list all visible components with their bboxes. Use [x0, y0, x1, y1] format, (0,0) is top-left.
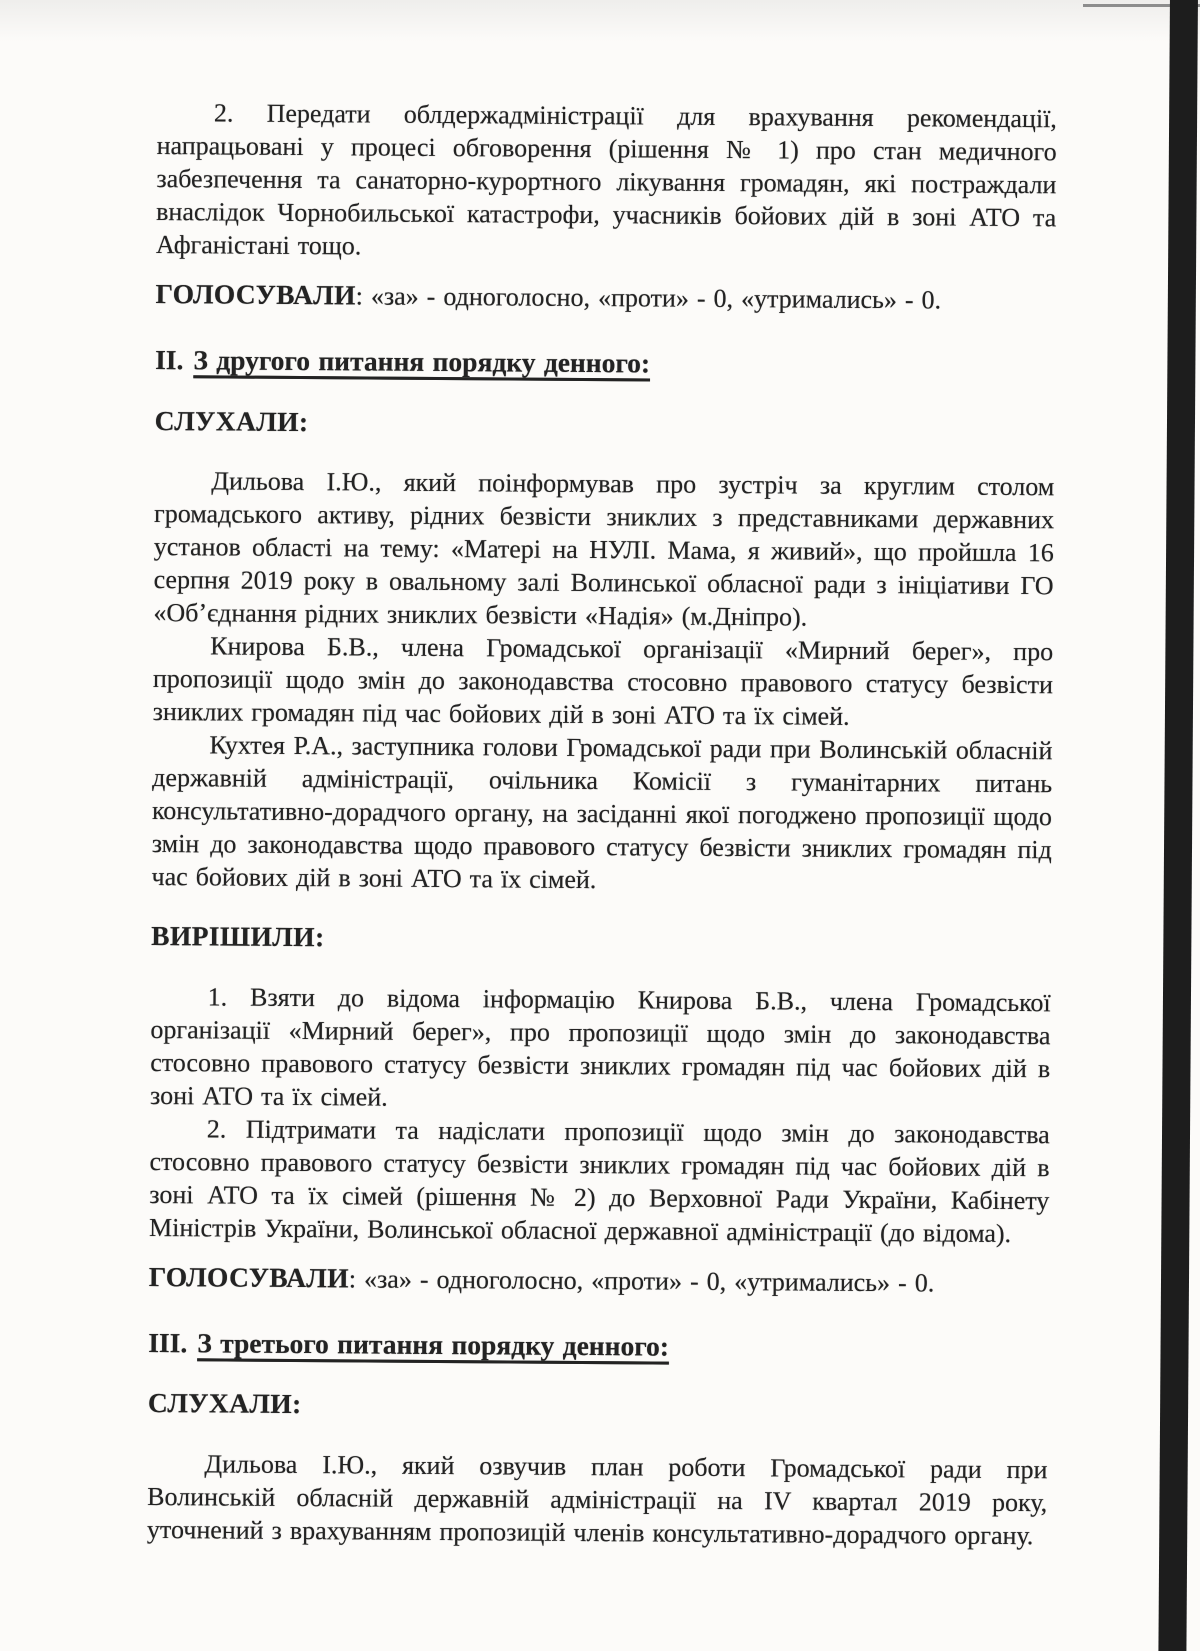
paragraph: Книрова Б.В., члена Громадської організації «Мирний берег», про пропозиції щодо змін до законодавства стосовно правового статусу безвісти зниклих громадян під час бойових дій в зоні АТО та їх сімей.: [152, 631, 1054, 731]
vote-values: : «за» - одноголосно, «проти» - 0, «утримались» - 0.: [355, 281, 942, 315]
paragraph: Дильова І.Ю., який поінформував про зустріч за круглим столом громадського активу, рідних безвісти зниклих з представниками державних установ області на тему: «Матері на НУЛІ. Мама, я живий», що пройшла 16 серпня 2019 року в овальному залі Волинської обласної ради з ініціативи ГО «Об’єднання рідних зниклих безвісти «Надія» (м.Дніпро).: [153, 466, 1055, 632]
section-numeral: III.: [148, 1326, 188, 1358]
section-heading: [155, 343, 1055, 382]
speaker-label: СЛУХАЛИ:: [147, 1386, 302, 1420]
vote-label: ГОЛОСУВАЛИ: [155, 277, 356, 311]
paragraph: 2. Передати облдержадміністрації для врахування рекомендації, напрацьовані у процесі обговорення (рішення № 1) про стан медичного забезпечення та санаторно-курортного лікування громадян, які постраждали внаслідок Чорнобильської катастрофи, учасників бойових дій в зоні АТО та Афганістані тощо.: [155, 98, 1057, 261]
scan-edge-bar: [1158, 0, 1198, 1651]
speaker-label: СЛУХАЛИ:: [154, 404, 309, 437]
paragraph: 2. Підтримати та надіслати пропозиції щодо змін до законодавства стосовно правового статусу безвісти зниклих громадян під час бойових дій в зоні АТО та їх сімей (рішення № 2) до Верховної Ради України, Кабінету Міністрів України, Волинської обласної державної адміністрації (до відома).: [149, 1113, 1050, 1248]
decision-label: ВИРІШИЛИ:: [151, 919, 325, 953]
vote-result-line: [155, 277, 1055, 317]
section-numeral: II.: [155, 343, 184, 376]
vote-values: : «за» - одноголосно, «проти» - 0, «утримались» - 0.: [348, 1263, 935, 1297]
document-content: [147, 96, 1057, 1552]
vote-result-line: [149, 1259, 1049, 1299]
section-heading-text: З другого питання порядку денного:: [193, 344, 651, 379]
scan-smudge: [0, 0, 1200, 60]
vote-label: ГОЛОСУВАЛИ: [148, 1260, 349, 1293]
section-heading-text: З третього питання порядку денного:: [197, 1326, 670, 1362]
paragraph: 1. Взяти до відома інформацію Книрова Б.В., члена Громадської організації «Мирний берег», про пропозиції щодо змін до законодавства стосовно правового статусу безвісти зниклих громадян під час бойових дій в зоні АТО та їх сімей.: [149, 981, 1051, 1112]
section-heading: [148, 1325, 1048, 1364]
paragraph: Дильова І.Ю., який озвучив план роботи Громадської ради при Волинській обласній державній адміністрації на IV квартал 2019 року, уточнений з врахуванням пропозицій членів консультативно-дорадчого органу.: [146, 1448, 1048, 1550]
paragraph: Кухтея Р.А., заступника голови Громадської ради при Волинській обласній державній адміністрації, очільника Комісії з гуманітарних питань консультативно-дорадчого органу, на засіданні якої погоджено пропозиції щодо змін до законодавства щодо правового статусу безвісти зниклих громадян під час бойових дій в зоні АТО та їх сімей.: [151, 730, 1053, 895]
